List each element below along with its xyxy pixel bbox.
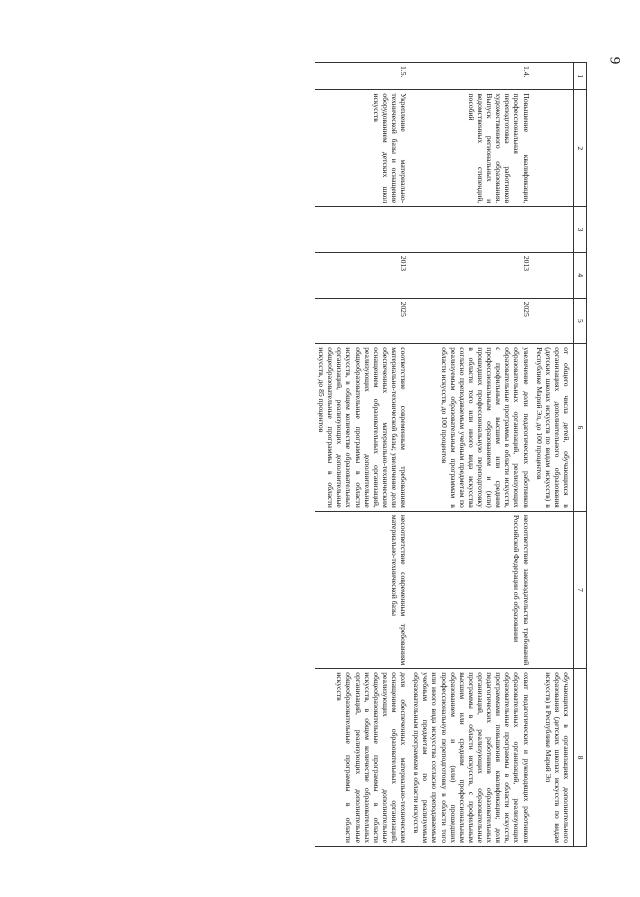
- rotated-table-container: [112, 62, 587, 847]
- header-col-3: 3: [574, 207, 587, 253]
- header-col-8: 8: [574, 669, 587, 847]
- page-number: 9: [606, 56, 623, 65]
- header-col-6: 6: [574, 344, 587, 512]
- row-number: 1.4.: [410, 63, 532, 90]
- header-col-2: 2: [574, 90, 587, 207]
- relation-to-indicators: охват педагогических и руководящих работников образовательных организаций, реализующих образовательные программы в области искусств, программами повышения квалификации; доля педагогических работников образовательных организаций, реализующих образовательные программы в области искусств, с профильным высшим или средним профессиональным образованием и (или) прошедших профессиональную переподготовку в области того или иного вида искусства согласно преподаваемым учебным предметам по реализуемым образовательным программам в области искусств: [410, 669, 532, 847]
- relation-to-indicators: доля обеспеченных материально-техническим оснащением образовательных организаций, реализующих дополнительные общеобразовательные программы в области искусств, в общем количестве образовательных организаций, реализующих дополнительные общеобразовательные программы в области искусств: [315, 669, 410, 847]
- table-header-row: [574, 63, 587, 847]
- measure-name: Повышение квалификации, профессиональная переподготовка работников художественного образования. Выпуск региональных и ведомственных стипендий, пособий: [410, 90, 532, 207]
- start-year: 2013: [410, 252, 532, 298]
- header-col-7: 7: [574, 511, 587, 668]
- start-year: [533, 252, 574, 298]
- expected-result: от общего числа детей, обучающихся в организациях дополнительного образования (детских школах искусств по видам искусств) в Республике Марий Эл, до 100 процентов: [533, 344, 574, 512]
- measure-name: Укрепление материально-технической базы и оснащение оборудованием детских школ искусств: [315, 90, 410, 207]
- expected-result: увеличение доли педагогических работников образовательных организаций, реализующих образовательные программы в области искусств, с профильным высшим или средним профессиональным образованием и (или) прошедших профессиональную переподготовку в области того или иного вида искусства согласно преподаваемым учебным предметам по реализуемым образовательным программам в области искусств, до 100 процентов: [410, 344, 532, 512]
- header-col-4: 4: [574, 252, 587, 298]
- consequence: [533, 511, 574, 668]
- relation-to-indicators: обучающихся в организациях дополнительного образования (детских школах искусств по видам искусств) в Республике Марий Эл: [533, 669, 574, 847]
- executor: [315, 207, 410, 253]
- measure-name: [533, 90, 574, 207]
- table-row: [533, 63, 574, 847]
- end-year: 2025: [315, 298, 410, 344]
- program-measures-table: [315, 62, 587, 847]
- row-number: [533, 63, 574, 90]
- header-col-5: 5: [574, 298, 587, 344]
- table-row: [410, 63, 532, 847]
- start-year: 2013: [315, 252, 410, 298]
- row-number: 1.5.: [315, 63, 410, 90]
- consequence: несоответствие современным требованиям материально-технической базы: [315, 511, 410, 668]
- table-row: [315, 63, 410, 847]
- header-col-1: 1: [574, 63, 587, 90]
- end-year: 2025: [410, 298, 532, 344]
- executor: [410, 207, 532, 253]
- consequence: несоответствие законодательства требований Российской Федерации об образовании: [410, 511, 532, 668]
- end-year: [533, 298, 574, 344]
- expected-result: соответствие современным требованиям материально-технической базы; увеличение доли обеспеченных материально-техническим оснащением образовательных организаций, реализующих дополнительные общеобразовательные программы в области искусств, в общем количестве образовательных организаций, реализующих дополнительные общеобразовательные программы в области искусств, до 85 процентов: [315, 344, 410, 512]
- executor: [533, 207, 574, 253]
